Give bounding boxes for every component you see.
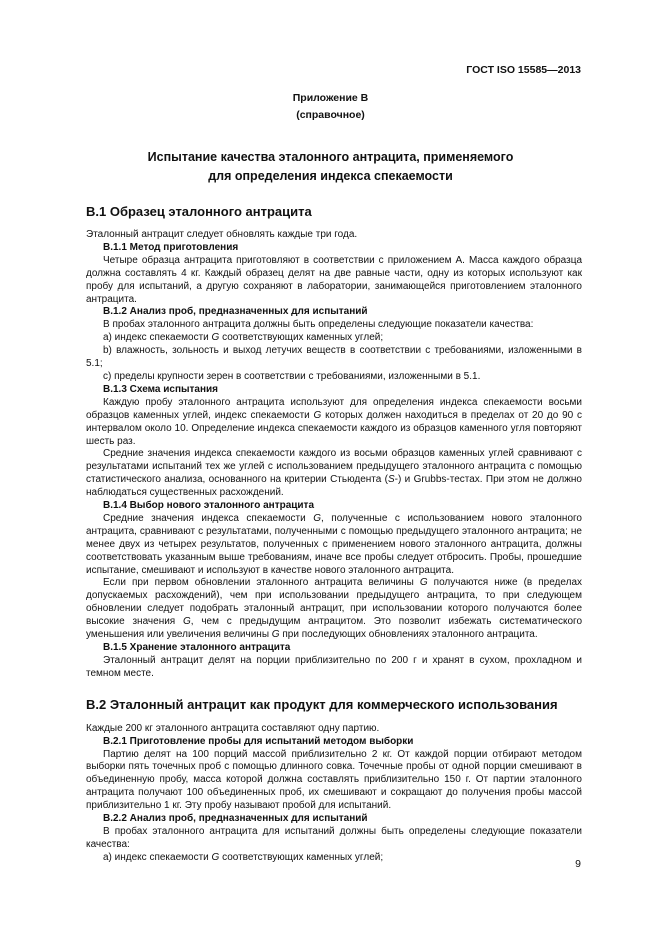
section-b21-text: Партию делят на 100 порций массой приблизительно 2 кг. От каждой порции отбирают методом выборки пять точечных проб с помощью длинного совка. Точечные пробы от одной порции смешивают в объединенную пробу, масса которой должна составлять приблизительно 150 г. От партии эталонного антрацита получают 100 объединенных проб, их смешивают и сокращают до получения пробы массой приблизительно 1 кг. Эту пробу называют пробой для испытаний. [86, 748, 582, 812]
text-part: при последующих обновлениях эталонного антрацита. [279, 629, 538, 641]
section-b12-text: В пробах эталонного антрацита должны быть определены следующие показатели качества: [103, 319, 534, 331]
variable-g: G [313, 512, 321, 524]
section-b14-heading: В.1.4 Выбор нового эталонного антрацита [103, 500, 315, 512]
text-part: -) и Grubbs-тестах. При этом не должно наблюдаться существенных расхождений. [86, 474, 582, 499]
section-b1-heading: В.1 Образец эталонного антрацита [86, 204, 312, 219]
variable-s: S [388, 474, 395, 486]
variable-g: G [313, 409, 322, 421]
section-b12-item-a [86, 332, 582, 345]
section-b12-heading: В.1.2 Анализ проб, предназначенных для испытаний [103, 306, 368, 318]
variable-g: G [211, 851, 220, 863]
variable-g: G [211, 332, 220, 344]
standard-code: ГОСТ ISO 15585—2013 [466, 64, 581, 76]
appendix-heading [0, 90, 661, 124]
section-b12-item-b: b) влажность, зольность и выход летучих веществ в соответствии с требованиями, изложенными в 5.1; [86, 345, 582, 370]
section-b22-item-a [86, 852, 582, 865]
section-b14-paragraph-2 [86, 577, 582, 642]
section-b1-intro: Эталонный антрацит следует обновлять каждые три года. [86, 229, 358, 240]
page-number: 9 [575, 858, 581, 870]
section-b2-heading: В.2 Эталонный антрацит как продукт для коммерческого использования [86, 696, 558, 712]
appendix-title-line-1: Испытание качества эталонного антрацита, применяемого [147, 150, 514, 164]
section-b13-paragraph-2 [86, 448, 582, 500]
section-b22-text: В пробах эталонного антрацита для испытаний должны быть определены следующие показатели качества: [86, 825, 582, 850]
section-b21-heading: В.2.1 Приготовление пробы для испытаний методом выборки [103, 735, 414, 747]
variable-g: G [419, 577, 428, 589]
section-b14-paragraph-1 [86, 513, 582, 578]
text-part: Средние значения индекса спекаемости [103, 512, 314, 524]
variable-g: G [271, 629, 280, 641]
section-b13-heading: В.1.3 Схема испытания [103, 383, 219, 395]
text-part: которых должен находиться в пределах от 20 до 90 с интервалом около 10. Определение индекса спекаемости каждого из образцов каменного угля повторяют шесть раз. [86, 409, 582, 447]
section-b11-text: Четыре образца антрацита приготовляют в соответствии с приложением А. Масса каждого образца должна составлять 4 кг. Каждый образец делят на две равные части, одну из которых используют как пробу для испытаний, а другую сохраняют в лаборатории, занимающейся приготовлением эталонного антрацита. [86, 254, 582, 305]
section-b15-text: Эталонный антрацит делят на порции приблизительно по 200 г и хранят в сухом, прохладном и темном месте. [86, 654, 582, 679]
variable-g: G [183, 616, 191, 628]
text-part: Каждую пробу эталонного антрацита используют для определения индекса спекаемости восьми образцов каменных углей, индекс спекаемости [86, 396, 582, 421]
section-b13-paragraph-1 [86, 397, 582, 449]
section-b15-heading: В.1.5 Хранение эталонного антрацита [103, 642, 291, 653]
text-part: Если при первом обновлении эталонного антрацита величины [103, 577, 420, 589]
text-part: , полученные с использованием нового эталонного антрацита, сравнивают с результатами, полученными с помощью предыдущего эталонного антрацита; не менее двух из четырех результатов, полученных с применением нового эталонного антрацита, должны соответствовать указанным выше требованиям, иначе все пробы следует отбросить. Пробы, прошедшие испытание, смешивают и используют в качестве нового эталонного антрацита. [86, 512, 582, 576]
item-a-text-end: соответствующих каменных углей; [219, 332, 384, 344]
section-b22-heading: В.2.2 Анализ проб, предназначенных для испытаний [103, 813, 368, 825]
text-part: получаются ниже (в пределах допускаемых расхождений), чем при использовании предыдущего антрацита, то при следующем обновлении следует подобрать эталонный антрацит, при использовании которого получаются более высокие значения [86, 577, 582, 628]
section-b2-intro: Каждые 200 кг эталонного антрацита составляют одну партию. [86, 722, 380, 734]
appendix-type: (справочное) [296, 109, 365, 121]
text-part: Средние значения индекса спекаемости каждого из восьми образцов каменных углей сравнивают с результатами испытаний тех же углей с использованием предыдущего эталонного антрацита с помощью статистического анализа, основанного на критерии Стьюдента ( [86, 448, 582, 486]
text-part: , чем с предыдущим антрацитом. Это позволит избежать систематического уменьшения или увеличения величины [86, 616, 583, 641]
document-body [86, 204, 582, 865]
appendix-label: Приложение В [292, 92, 369, 104]
section-b11-heading: В.1.1 Метод приготовления [103, 241, 239, 253]
section-b12-item-c: c) пределы крупности зерен в соответствии с требованиями, изложенными в 5.1. [103, 370, 481, 382]
appendix-title [40, 148, 621, 186]
appendix-title-line-2: для определения индекса спекаемости [208, 169, 453, 183]
item-a-text-end: соответствующих каменных углей; [219, 851, 384, 863]
item-a-text: а) индекс спекаемости [103, 332, 212, 344]
item-a-text: а) индекс спекаемости [103, 851, 212, 863]
